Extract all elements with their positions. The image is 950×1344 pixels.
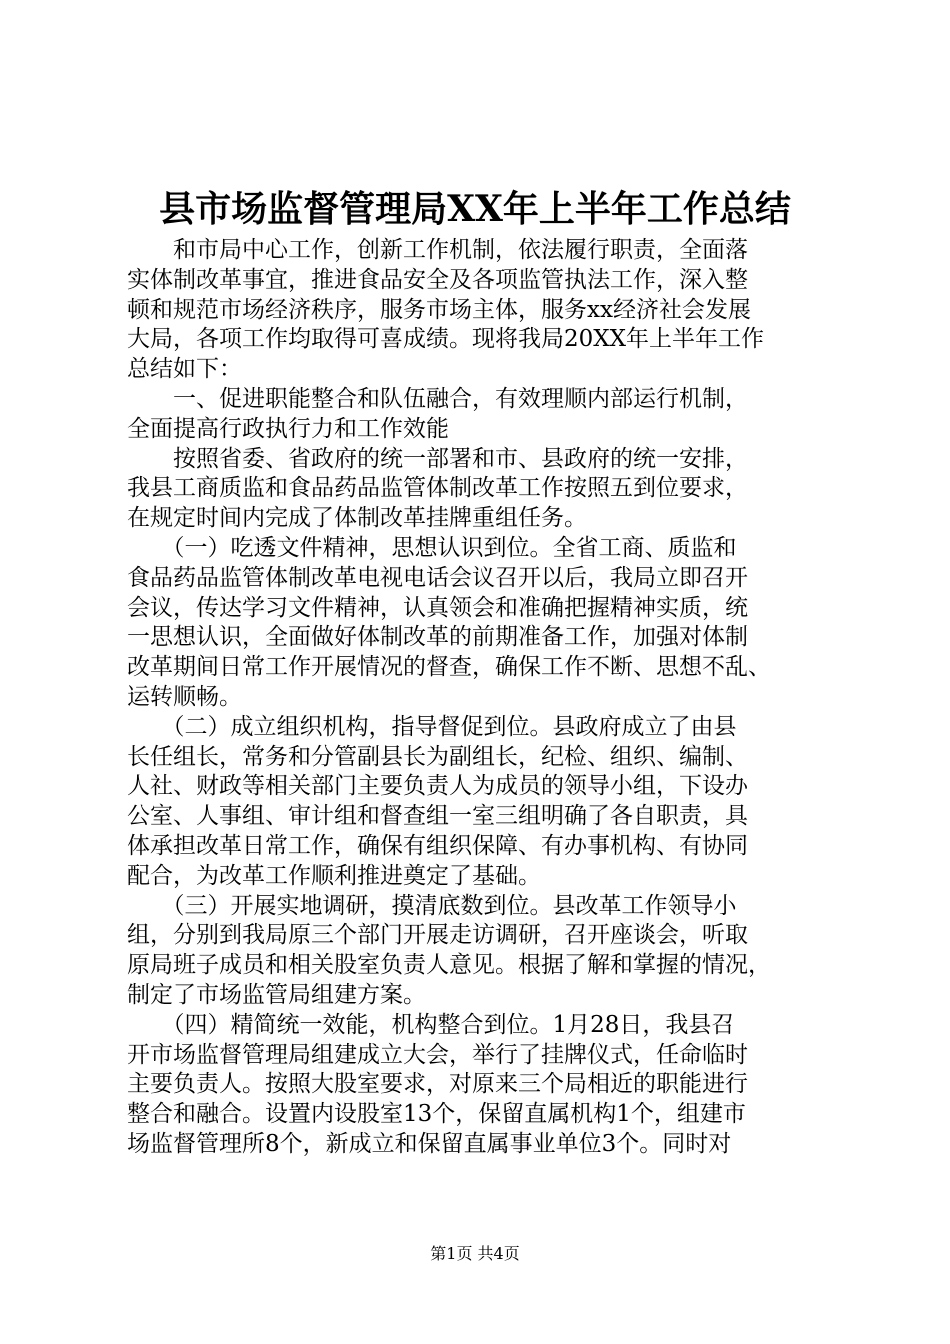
body-line: 主要负责人。按照大股室要求，对原来三个局相近的职能进行 [127,1071,748,1098]
body-line: 会议，传达学习文件精神，认真领会和准确把握精神实质，统 [127,594,748,621]
body-line: 原局班子成员和相关股室负责人意见。根据了解和掌握的情况， [127,952,771,979]
body-line: 人社、财政等相关部门主要负责人为成员的领导小组，下设办 [127,773,748,800]
body-line: 配合，为改革工作顺利推进奠定了基础。 [127,862,541,889]
body-line: （二）成立组织机构，指导督促到位。县政府成立了由县 [127,713,737,740]
body-line: 改革期间日常工作开展情况的督查，确保工作不断、思想不乱、 [127,654,771,681]
body-line: （一）吃透文件精神，思想认识到位。全省工商、质监和 [127,534,737,561]
body-line: 食品药品监管体制改革电视电话会议召开以后，我局立即召开 [127,564,748,591]
document-body [127,236,827,1160]
body-line: 总结如下： [127,356,242,383]
body-line: 大局，各项工作均取得可喜成绩。现将我局20XX年上半年工作 [127,326,765,353]
body-line: 我县工商质监和食品药品监管体制改革工作按照五到位要求， [127,475,748,502]
body-line: 一思想认识，全面做好体制改革的前期准备工作，加强对体制 [127,624,748,651]
body-line: 体承担改革日常工作，确保有组织保障、有办事机构、有协同 [127,832,748,859]
page-number: 第1页 共4页 [430,1244,520,1263]
body-line: 顿和规范市场经济秩序，服务市场主体，服务xx经济社会发展 [127,296,751,323]
body-line: 场监督管理所8个，新成立和保留直属事业单位3个。同时对 [127,1130,732,1157]
body-line: 开市场监督管理局组建成立大会，举行了挂牌仪式，任命临时 [127,1041,748,1068]
body-line: 长任组长，常务和分管副县长为副组长，纪检、组织、编制、 [127,743,748,770]
body-line: 公室、人事组、审计组和督查组一室三组明确了各自职责，具 [127,803,748,830]
body-line: （三）开展实地调研，摸清底数到位。县改革工作领导小 [127,892,737,919]
body-line: 按照省委、省政府的统一部署和市、县政府的统一安排， [127,445,748,472]
body-line: 在规定时间内完成了体制改革挂牌重组任务。 [127,505,587,532]
body-line: 制定了市场监管局组建方案。 [127,981,426,1008]
section-heading-line: 全面提高行政执行力和工作效能 [127,415,449,442]
body-line: 运转顺畅。 [127,683,242,710]
body-line: 实体制改革事宜，推进食品安全及各项监管执法工作，深入整 [127,266,748,293]
body-line: 和市局中心工作，创新工作机制，依法履行职责，全面落 [127,237,748,263]
body-line: （四）精简统一效能，机构整合到位。1月28日，我县召 [127,1011,735,1038]
document-title: 县市场监督管理局XX年上半年工作总结 [159,188,791,230]
section-heading-line: 一、促进职能整合和队伍融合，有效理顺内部运行机制， [127,385,748,412]
body-line: 整合和融合。设置内设股室13个，保留直属机构1个，组建市 [127,1101,746,1128]
body-line: 组，分别到我局原三个部门开展走访调研，召开座谈会，听取 [127,922,748,949]
